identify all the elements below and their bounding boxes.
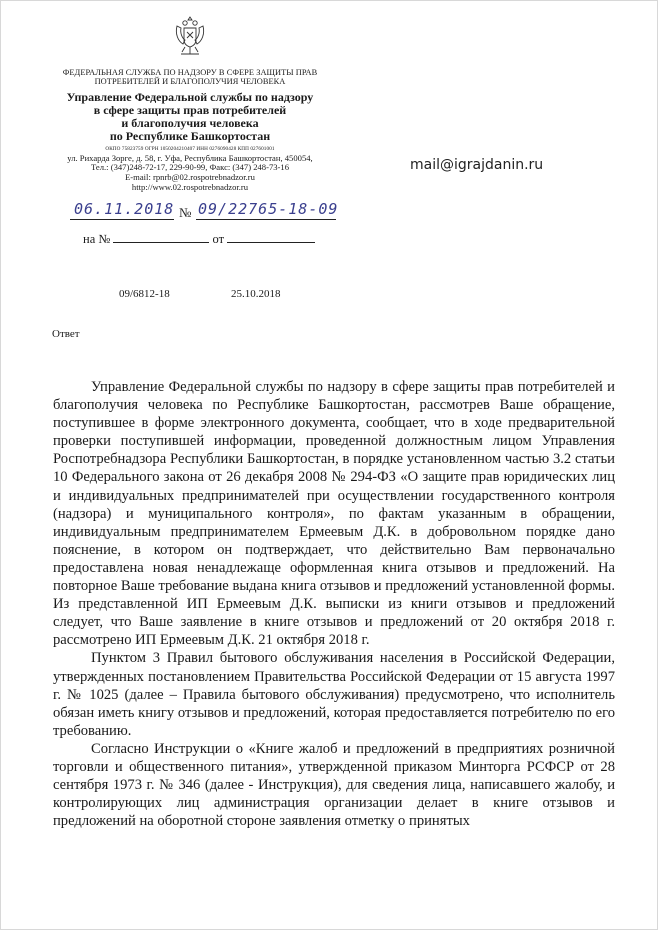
body-paragraph: Управление Федеральной службы по надзору в сфере защиты прав потребителей и благополучия человека по Республике Башкортостан, рассмотрев Ваше обращение, поступившее в форме электронного документа, сообщает, что в ходе предварительной проверки поступившей информации, проведенной должностным лицом Управления Роспотребнадзора Республики Башкортостан, в порядке установленном частью 3.2 статьи 10 Федерального закона от 26 декабря 2008 № 294-ФЗ «О защите прав юридических лиц и индивидуальных предпринимателей при осуществлении государственного контроля (надзора) и муниципального контроля», по фактам указанным в обращении, индивидуальным предпринимателем Ермеевым Д.К. в добровольном порядке дано пояснение, в котором он подтверждает, что действительно Вам первоначально предоставлена новая ненадлежаще оформленная книга отзывов и предложений. На повторное Ваше требование выдана книга отзывов и предложений установленной формы. Из представленной ИП Ермеевым Д.К. выписки из книги отзывов и предложений следует, что Ваше заявление в книге отзывов и предложений от 20 октября 2018 г. рассмотрено ИП Ермеевым Д.К. 21 октября 2018 г.	[53, 379, 615, 649]
registration-number: 09/6812-18	[119, 288, 170, 300]
letter-body	[53, 378, 615, 830]
agency-address-line: ул. Рихарда Зорге, д. 58, г. Уфа, Республика Башкортостан, 450054,	[67, 152, 313, 163]
reference-line	[83, 232, 315, 247]
outgoing-date-handwritten: 06.11.2018	[74, 200, 175, 218]
document-type-label: Ответ	[52, 328, 80, 340]
body-paragraph: Пунктом 3 Правил бытового обслуживания населения в Российской Федерации, утвержденных постановлением Правительства Российской Федерации от 15 августа 1997 г. № 1025 (далее – Правила бытового обслуживания) предусмотрено, что исполнитель обязан иметь книгу отзывов и предложений, которая предоставляется потребителю по его требованию.	[53, 650, 615, 739]
agency-name-line: по Республике Башкортостан	[109, 129, 271, 144]
agency-name-line: в сфере защиты прав потребителей	[93, 103, 287, 118]
reference-from-label: от	[212, 232, 225, 246]
outgoing-number-handwritten: 09/22765-18-09	[198, 200, 339, 218]
recipient-email: mail@igrajdanin.ru	[410, 157, 544, 173]
agency-contacts	[40, 154, 340, 193]
number-underline	[196, 219, 336, 220]
agency-name	[40, 91, 340, 144]
agency-registration-codes: ОКПО 75823759 ОГРН 1050204210407 ИНН 0276090428 КПП 027601001	[105, 145, 275, 152]
body-paragraph: Согласно Инструкции о «Книге жалоб и предложений в предприятиях розничной торговли и общественного питания», утвержденной приказом Минторга РСФСР от 28 сентября 1973 г. № 346 (далее - Инструкция), для сведения лица, написавшего жалобу, и контролирующих лиц администрация организации делает в книге отзывов и предложений на оборотной стороне заявления отметку о принятых	[53, 740, 615, 830]
outgoing-stamp	[70, 200, 340, 224]
agency-name-line: и благополучия человека	[121, 116, 259, 131]
reference-number-blank	[113, 232, 209, 243]
registration-date: 25.10.2018	[231, 288, 281, 300]
coat-of-arms-emblem	[173, 14, 207, 58]
number-sign: №	[179, 205, 192, 220]
agency-phone-line: Тел.: (347)248-72-17, 229-90-99, Факс: (347) 248-73-16	[91, 162, 289, 173]
agency-email-line: E-mail: rpnrb@02.rospotrebnadzor.ru	[125, 172, 255, 183]
reference-date-blank	[227, 232, 315, 243]
date-underline	[70, 219, 174, 220]
agency-name-line: Управление Федеральной службы по надзору	[66, 89, 314, 104]
agency-website-line: http://www.02.rospotrebnadzor.ru	[131, 182, 249, 193]
reference-prefix: на №	[83, 232, 111, 246]
agency-parent-name: ФЕДЕРАЛЬНАЯ СЛУЖБА ПО НАДЗОРУ В СФЕРЕ ЗАЩИТЫ ПРАВ ПОТРЕБИТЕЛЕЙ И БЛАГОПОЛУЧИЯ ЧЕЛОВЕКА	[62, 68, 318, 87]
agency-letterhead	[40, 68, 340, 193]
